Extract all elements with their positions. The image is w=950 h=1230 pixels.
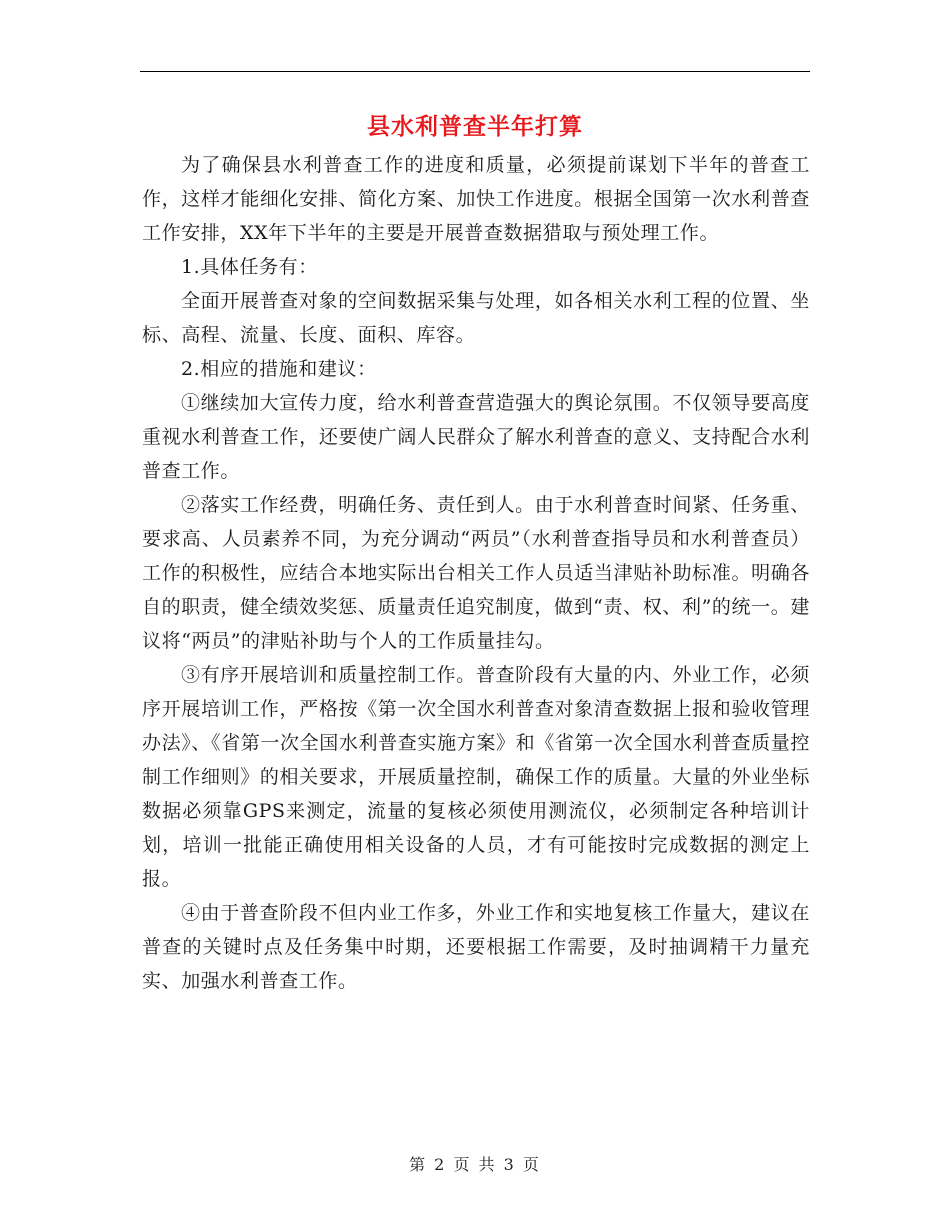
paragraph-intro: 为了确保县水利普查工作的进度和质量，必须提前谋划下半年的普查工作，这样才能细化安排、简化方案、加快工作进度。根据全国第一次水利普查工作安排，XX年下半年的主要是开展普查数据猎取与预处理工作。 — [142, 154, 810, 244]
paragraph-task-detail: 全面开展普查对象的空间数据采集与处理，如各相关水利工程的位置、坐标、高程、流量、长度、面积、库容。 — [142, 290, 810, 346]
paragraph-measures-heading: 2.相应的措施和建议： — [180, 358, 377, 380]
paragraph-measure-1: ①继续加大宣传力度，给水利普查营造强大的舆论氛围。不仅领导要高度重视水利普查工作，还要使广阔人民群众了解水利普查的意义、支持配合水利普查工作。 — [142, 392, 810, 482]
paragraph-task-heading: 1.具体任务有： — [180, 256, 318, 278]
page-number: 第 2 页 共 3 页 — [409, 1155, 541, 1174]
header-divider — [140, 71, 810, 72]
paragraph-measure-3: ③有序开展培训和质量控制工作。普查阶段有大量的内、外业工作，必须序开展培训工作，严格按《第一次全国水利普查对象清查数据上报和验收管理办法》、《省第一次全国水利普查实施方案》和《省第一次全国水利普查质量控制工作细则》的相关要求，开展质量控制，确保工作的质量。大量的外业坐标数据必须靠GPS来测定，流量的复核必须使用测流仪，必须制定各种培训计划，培训一批能正确使用相关设备的人员，才有可能按时完成数据的测定上报。 — [142, 664, 810, 890]
paragraph-measure-4: ④由于普查阶段不但内业工作多，外业工作和实地复核工作量大，建议在普查的关键时点及任务集中时期，还要根据工作需要，及时抽调精干力量充实、加强水利普查工作。 — [142, 902, 810, 992]
document-body — [142, 148, 810, 998]
paragraph-measure-2: ②落实工作经费，明确任务、责任到人。由于水利普查时间紧、任务重、要求高、人员素养不同，为充分调动“两员”（水利普查指导员和水利普查员）工作的积极性，应结合本地实际出台相关工作人员适当津贴补助标准。明确各自的职责，健全绩效奖惩、质量责任追究制度，做到“责、权、利”的统一。建议将“两员”的津贴补助与个人的工作质量挂勾。 — [142, 494, 810, 652]
document-title: 县水利普查半年打算 — [367, 114, 583, 140]
